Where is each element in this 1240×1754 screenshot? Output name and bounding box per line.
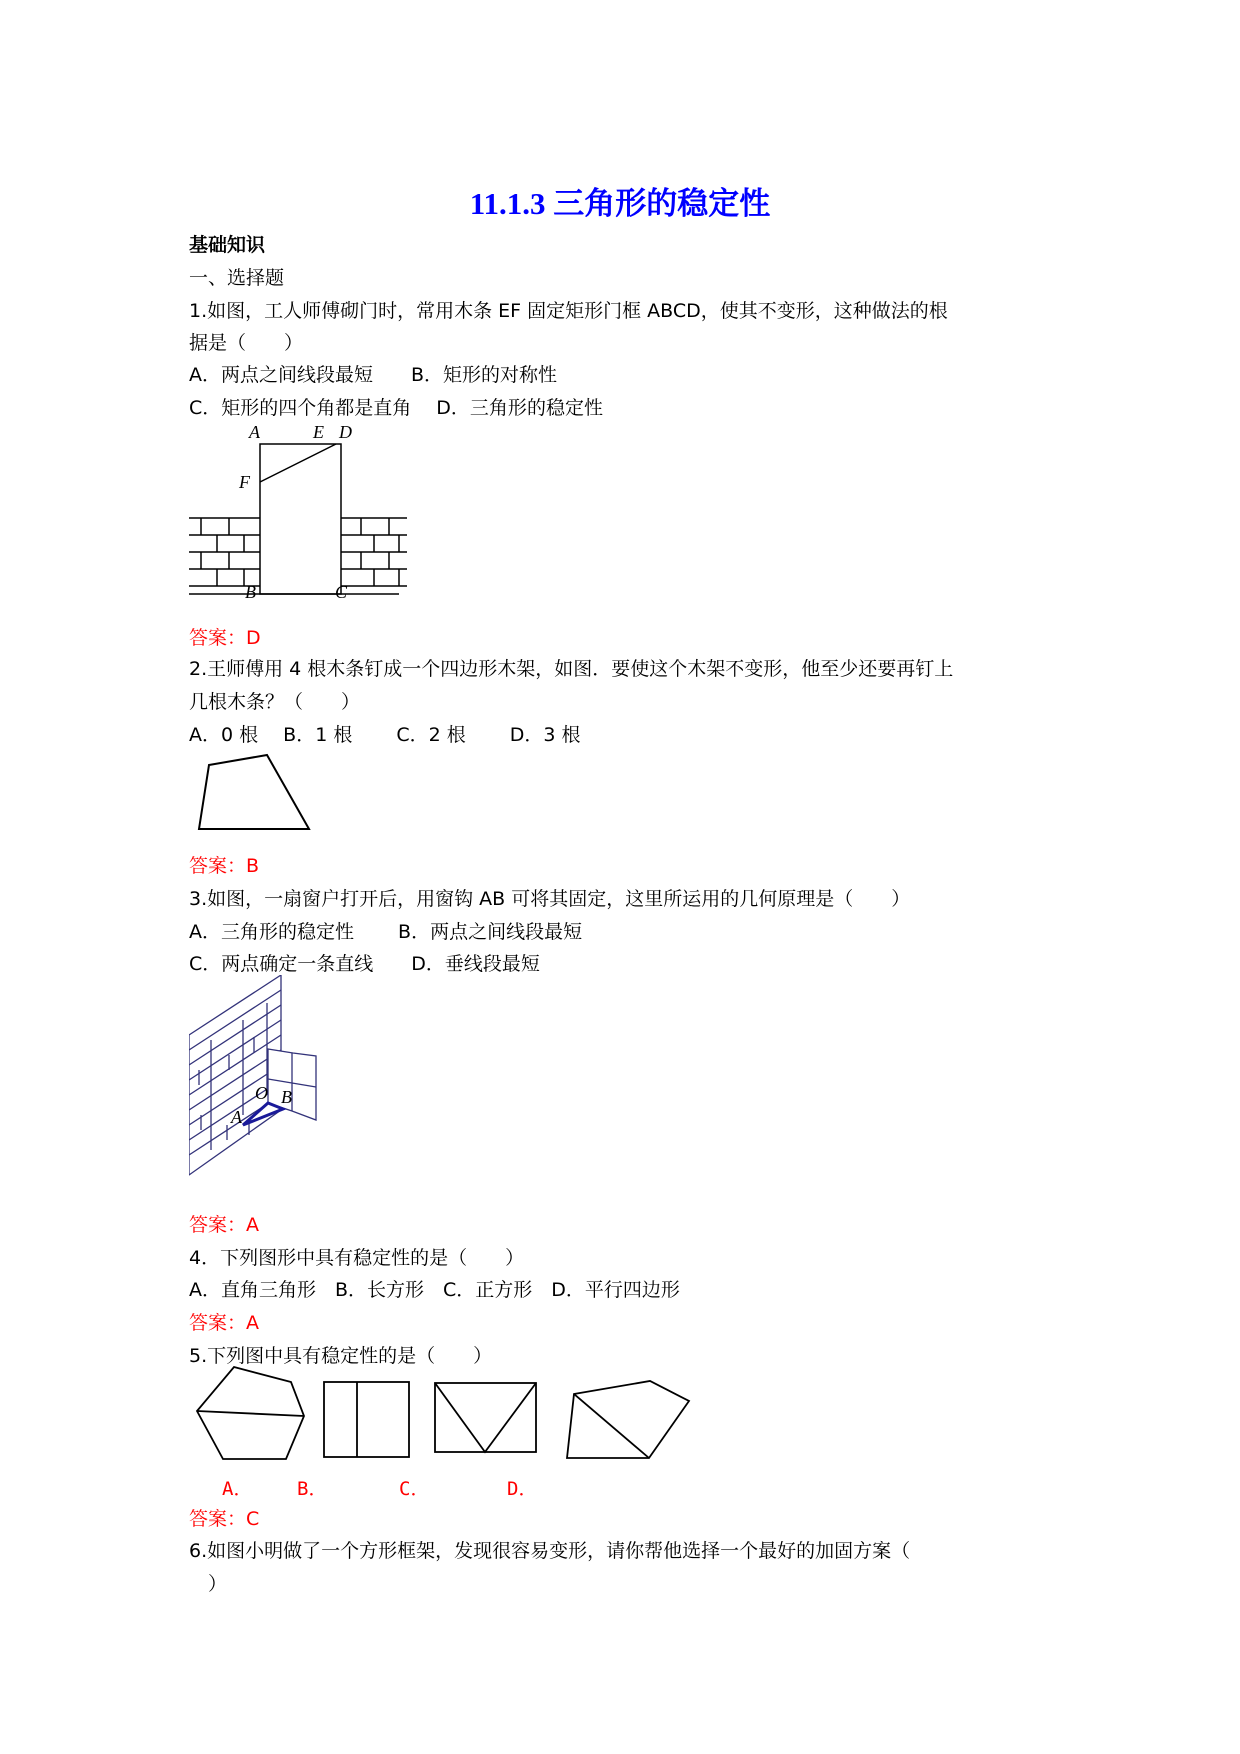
subsection-heading: 一、选择题: [189, 267, 285, 289]
q5-answer: 答案：C: [189, 1508, 260, 1530]
label-b: B: [245, 582, 256, 602]
q1-answer: 答案：D: [189, 627, 261, 649]
figure-d: [567, 1381, 689, 1458]
q1-options-cd: C．矩形的四个角都是直角 D．三角形的稳定性: [189, 397, 603, 419]
fig-label-c: C．: [399, 1478, 430, 1500]
q1-text-cont: 据是（ ）: [189, 332, 304, 354]
q6-text-cont: ）: [189, 1573, 228, 1595]
label-c: C: [335, 582, 348, 602]
q3-window-figure: [189, 975, 359, 1185]
label-d: D: [339, 422, 352, 442]
q3-answer: 答案：A: [189, 1214, 259, 1236]
q3-options-cd: C．两点确定一条直线 D．垂线段最短: [189, 953, 540, 975]
figure-c: [435, 1383, 536, 1452]
q3-options-ab: A．三角形的稳定性 B．两点之间线段最短: [189, 921, 583, 943]
q2-answer: 答案：B: [189, 855, 260, 877]
label-b: B: [281, 1087, 292, 1107]
q6-text: 6.如图小明做了一个方形框架，发现很容易变形，请你帮他选择一个最好的加固方案（: [189, 1540, 911, 1562]
q5-figures: [189, 1360, 709, 1470]
fig-label-a: A．: [222, 1478, 253, 1500]
q1-text: 1.如图，工人师傅砌门时，常用木条 EF 固定矩形门框 ABCD，使其不变形，这种做法的根: [189, 300, 948, 322]
figure-b: [324, 1382, 409, 1457]
q2-quadrilateral-figure: [189, 745, 319, 835]
fig-label-d: D．: [507, 1478, 538, 1500]
q1-options-ab: A．两点之间线段最短 B．矩形的对称性: [189, 364, 558, 386]
q4-answer: 答案：A: [189, 1312, 259, 1334]
q1-door-figure: [189, 420, 411, 605]
q3-text: 3.如图，一扇窗户打开后，用窗钩 AB 可将其固定，这里所运用的几何原理是（ ）: [189, 888, 911, 910]
q2-options: A．0 根 B．1 根 C．2 根 D．3 根: [189, 724, 581, 746]
label-o: O: [255, 1083, 268, 1103]
q2-text: 2.王师傅用 4 根木条钉成一个四边形木架，如图．要使这个木架不变形，他至少还要再钉上: [189, 658, 954, 680]
label-e: E: [313, 422, 324, 442]
q5-text: 5.下列图中具有稳定性的是（ ）: [189, 1345, 493, 1367]
q4-text: 4．下列图形中具有稳定性的是（ ）: [189, 1247, 525, 1269]
q4-options: A．直角三角形 B．长方形 C．正方形 D．平行四边形: [189, 1279, 680, 1301]
label-f: F: [239, 472, 250, 492]
section-heading: 基础知识: [189, 234, 266, 256]
label-a: A: [231, 1107, 242, 1127]
q2-text-cont: 几根木条？（ ）: [189, 691, 361, 713]
page-title: 11.1.3 三角形的稳定性: [469, 186, 771, 221]
fig-label-b: B．: [297, 1478, 328, 1500]
label-a: A: [249, 422, 260, 442]
